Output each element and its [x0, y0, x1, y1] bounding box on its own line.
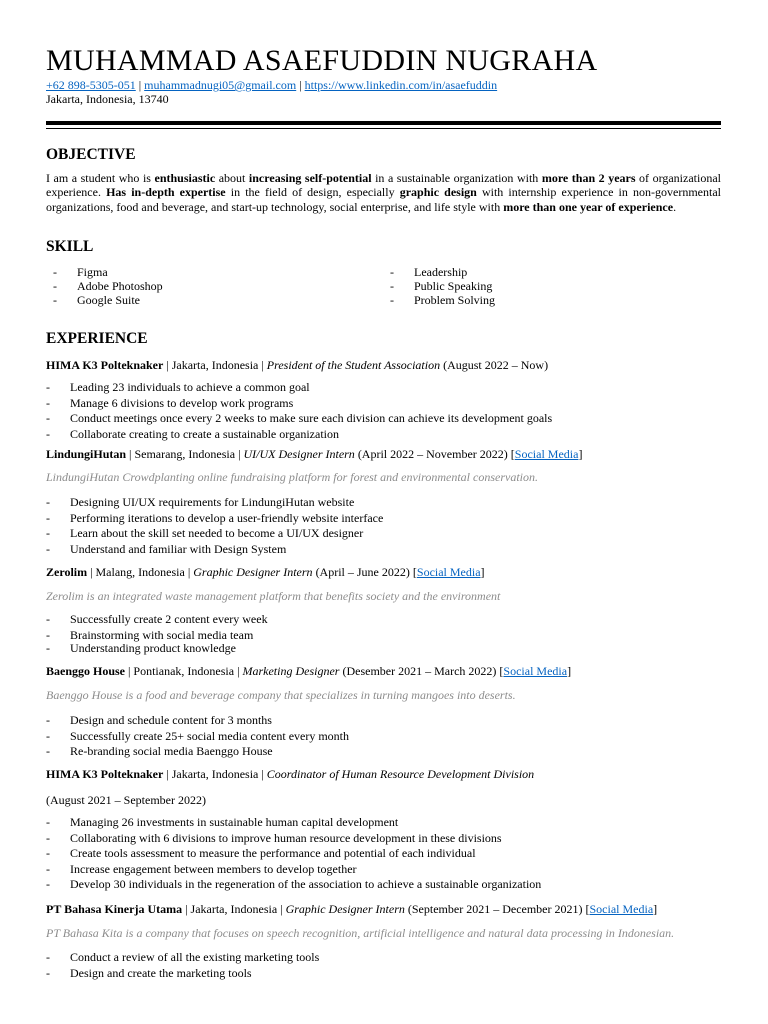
bullet-dash: -: [46, 627, 50, 642]
job-header: [46, 767, 534, 781]
company-description: Baenggo House is a food and beverage company that specializes in turning mangoes into deserts.: [46, 688, 516, 702]
bullet-dash: -: [46, 830, 50, 845]
bracket: ]: [653, 902, 658, 916]
objective-heading: OBJECTIVE: [46, 146, 136, 163]
job-header: [46, 664, 571, 678]
bullet-dash: -: [46, 846, 50, 861]
company-description: LindungiHutan Crowdplanting online fundraising platform for forest and environmental conservation.: [46, 470, 538, 484]
objective-text: I am a student who is: [46, 171, 155, 185]
job-role: UI/UX Designer Intern: [243, 447, 355, 461]
bullet-dash: -: [390, 265, 394, 279]
bracket: ]: [567, 664, 572, 678]
job-period: (August 2021 – September 2022): [46, 793, 206, 807]
address: Jakarta, Indonesia, 13740: [46, 92, 169, 106]
job-location: | Semarang, Indonesia |: [126, 447, 244, 461]
job-location: | Jakarta, Indonesia |: [182, 902, 286, 916]
separator: |: [135, 78, 145, 92]
job-location: | Malang, Indonesia |: [87, 565, 194, 579]
separator: |: [296, 78, 305, 92]
bullet-dash: -: [46, 612, 50, 626]
bullet-dash: -: [46, 950, 50, 964]
company-name: Zerolim: [46, 565, 88, 579]
bullet-dash: -: [46, 728, 50, 743]
contact-line: [46, 78, 497, 92]
bullet-dash: -: [46, 861, 50, 876]
header-divider-thin: [46, 128, 721, 129]
bullet-dash: -: [46, 541, 50, 556]
header-divider-thick: [46, 121, 721, 125]
bracket: ]: [578, 447, 583, 461]
bullet-dash: -: [46, 641, 50, 656]
bullet-dash: -: [390, 293, 394, 307]
bullet-dash: -: [46, 815, 50, 829]
company-name: HIMA K3 Polteknaker: [46, 767, 164, 781]
job-role: Graphic Designer Intern: [285, 902, 405, 916]
bullet-dash: -: [53, 279, 57, 293]
job-header: [46, 447, 582, 461]
objective-emphasis: graphic design: [399, 185, 477, 200]
company-name: Baenggo House: [46, 664, 126, 678]
bullet-dash: -: [46, 526, 50, 541]
job-header: [46, 902, 657, 916]
job-period: (April 2022 – November 2022) [: [354, 447, 515, 461]
objective-emphasis: increasing self-potential: [248, 171, 372, 185]
bullet-dash: -: [46, 965, 50, 980]
job-location: | Jakarta, Indonesia |: [163, 358, 267, 372]
bracket: ]: [480, 565, 485, 579]
job-role: Marketing Designer: [242, 664, 340, 678]
phone-link[interactable]: +62 898-5305-051: [46, 78, 136, 92]
objective-text: .: [673, 199, 677, 214]
job-role: Graphic Designer Intern: [193, 565, 313, 579]
bullet-dash: -: [53, 265, 57, 279]
objective-text: with internship experience in non-governmental organizations, food and beverage, and start-up technology, social enterprise, and life style with: [46, 185, 721, 214]
job-header: [46, 565, 485, 579]
objective-emphasis: more than 2 years: [541, 171, 636, 185]
company-name: HIMA K3 Polteknaker: [46, 358, 164, 372]
job-period: (Desember 2021 – March 2022) [: [339, 664, 504, 678]
bullet-dash: -: [46, 510, 50, 525]
social-media-link[interactable]: Social Media: [503, 664, 568, 678]
bullet-dash: -: [390, 279, 394, 293]
company-name: LindungiHutan: [46, 447, 127, 461]
job-location: | Pontianak, Indonesia |: [125, 664, 243, 678]
objective-paragraph: [46, 171, 721, 214]
bullet-dash: -: [46, 713, 50, 727]
objective-text: in the field of design, especially: [225, 185, 400, 200]
bullet-dash: -: [46, 411, 50, 426]
bullet-dash: -: [46, 426, 50, 441]
objective-text: in a sustainable organization with: [371, 171, 542, 185]
bullet-dash: -: [46, 877, 50, 892]
linkedin-link[interactable]: https://www.linkedin.com/in/asaefuddin: [304, 78, 498, 92]
bullet-dash: -: [53, 293, 57, 307]
bullet-dash: -: [46, 744, 50, 759]
job-header: [46, 358, 548, 372]
objective-emphasis: more than one year of experience: [503, 199, 674, 214]
job-role: President of the Student Association: [266, 358, 441, 372]
bullet-dash: -: [46, 380, 50, 394]
objective-text: of organizational experience.: [46, 171, 721, 200]
objective-emphasis: Has in-depth expertise: [106, 185, 226, 200]
bullet-dash: -: [46, 495, 50, 509]
company-description: Zerolim is an integrated waste management platform that benefits society and the environment: [46, 589, 501, 603]
job-period: (April – June 2022) [: [312, 565, 417, 579]
company-name: PT Bahasa Kinerja Utama: [46, 902, 183, 916]
social-media-link[interactable]: Social Media: [416, 565, 481, 579]
job-location: | Jakarta, Indonesia |: [163, 767, 267, 781]
social-media-link[interactable]: Social Media: [514, 447, 579, 461]
job-role: Coordinator of Human Resource Development Division: [266, 767, 535, 781]
job-period: (August 2022 – Now): [440, 358, 549, 372]
job-period: (September 2021 – December 2021) [: [404, 902, 590, 916]
bullet-dash: -: [46, 395, 50, 410]
objective-emphasis: enthusiastic: [154, 171, 216, 185]
company-description: PT Bahasa Kita is a company that focuses on speech recognition, artificial intelligence and natural data processing in Indonesian.: [46, 926, 675, 940]
candidate-name: MUHAMMAD ASAEFUDDIN NUGRAHA: [46, 44, 598, 77]
experience-heading: EXPERIENCE: [46, 330, 148, 347]
social-media-link[interactable]: Social Media: [589, 902, 654, 916]
resume-page: MUHAMMAD ASAEFUDDIN NUGRAHA +62 898-5305-051 | muhammadnugi05@gmail.com | https://www.linkedin.com/in/asaefuddin Jakarta, Indonesia, 13740 OBJECTIVE I am a student who is enthusiastic about increasing self-potential in a sustainable organization with more than 2 years of organizational experience. Has in-depth expertise in the field of design, especially graphic design with internship experience in non-governmental organizations, food and beverage, and start-up technology, social enterprise, and life style with more than one year of experience. SKILL - Figma - Adobe Photoshop - Google Suite - Leadership - Public Speaking - Problem Solving EXPERIENCE HIMA K3 Polteknaker | Jakarta, Indonesia | President of the Student Association (August 2022 – Now) - Leading 23 individuals to achieve a common goal - Manage 6 divisions to develop work programs - Conduct meetings once every 2 weeks to make sure each division can achieve its development goals - Collaborate creating to create a sustainable organization LindungiHutan | Semarang, Indonesia | UI/UX Designer Intern (April 2022 – November 2022) [Social Media] LindungiHutan Crowdplanting online fundraising platform for forest and environmental conservation. - Designing UI/UX requirements for LindungiHutan website - Performing iterations to develop a user-friendly website interface - Learn about the skill set needed to become a UI/UX designer - Understand and familiar with Design System Zerolim | Malang, Indonesia | Graphic Designer Intern (April – June 2022) [Social Media] Zerolim is an integrated waste management platform that benefits society and the environment - Successfully create 2 content every week - Brainstorming with social media team - Understanding product knowledge Baenggo House | Pontianak, Indonesia | Marketing Designer (Desember 2021 – March 2022) [Social Media] Baenggo House is a food and beverage company that specializes in turning mangoes into deserts. - Design and schedule content for 3 months - Successfully create 25+ social media content every month - Re-branding social media Baenggo House HIMA K3 Polteknaker | Jakarta, Indonesia | Coordinator of Human Resource Development Division (August 2021 – September 2022) - Managing 26 investments in sustainable human capital development - Collaborating with 6 divisions to improve human resource development in these divisions - Create tools assessment to measure the performance and potential of each individual - Increase engagement between members to develop together - Develop 30 individuals in the regeneration of the association to achieve a sustainable organization PT Bahasa Kinerja Utama | Jakarta, Indonesia | Graphic Designer Intern (September 2021 – December 2021) [Social Media] PT Bahasa Kita is a company that focuses on speech recognition, artificial intelligence and natural data processing in Indonesian. - Conduct a review of all the existing marketing tools - Design and create the marketing tools: [0, 0, 768, 1024]
skill-heading: SKILL: [46, 238, 94, 255]
objective-text: about: [215, 171, 249, 185]
email-link[interactable]: muhammadnugi05@gmail.com: [144, 78, 297, 92]
